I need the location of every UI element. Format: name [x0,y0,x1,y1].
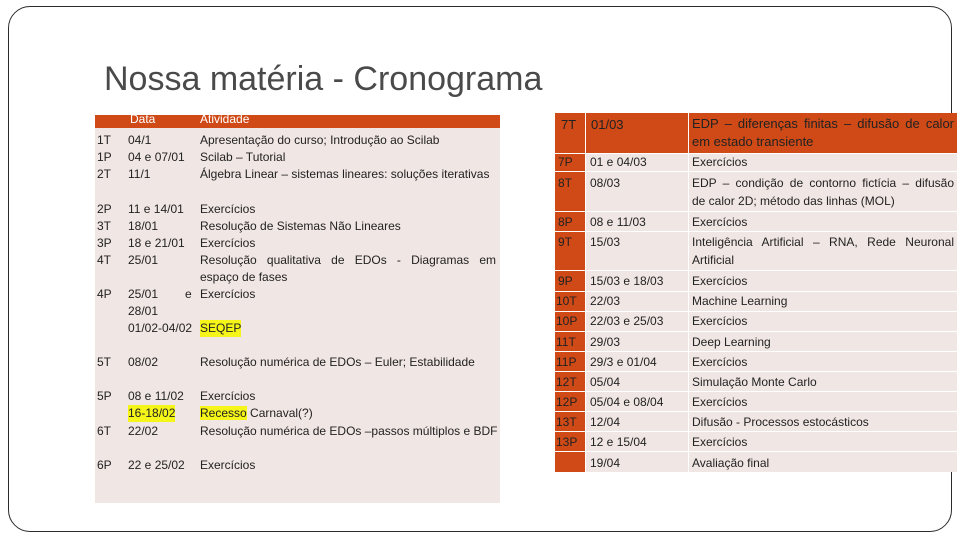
table-row: 6P 22 e 25/02 Exercícios [97,458,256,472]
seqep-highlight: SEQEP [200,321,242,335]
table-row: 8P [558,215,573,229]
table-row: 1T 04/1 Apresentação do curso; Introdução ao Scilab [97,133,440,147]
table-row: 7T [561,117,577,132]
table-row: 4T 25/01 Resolução qualitativa de EDOs - Diagramas em espaço de fases [97,253,496,284]
left-schedule-table [95,112,500,475]
table-row: 16-18/02 Recesso Carnaval(?) [128,406,313,420]
table-row: 5P 08 e 11/02 Exercícios [97,389,256,403]
page-title: Nossa matéria - Cronograma [104,60,543,98]
table-row: 3P 18 e 21/01 Exercícios [97,236,256,250]
table-row: 9P [558,274,573,288]
table-row: 6T 22/02 Resolução numérica de EDOs –passos múltiplos e BDF [97,424,498,438]
left-table-header [95,112,500,128]
table-row: 11P [556,355,577,369]
table-row: 3T 18/01 Resolução de Sistemas Não Lineares [97,219,401,233]
table-row: 8T [558,176,573,190]
table-row: 2P 11 e 14/01 Exercícios [97,202,256,216]
recesso-highlight: Recesso [200,406,247,420]
table-row: 7P [558,155,573,169]
table-row: 2T 11/1 Álgebra Linear – sistemas lineares: soluções iterativas [97,167,490,181]
table-row: 12T [556,375,577,389]
table-row: 4P 25/01 e 28/01 Exercícios [97,287,256,318]
header-activity: Atividade [200,112,250,126]
table-row: 13P [556,435,578,449]
table-row: 12P [556,395,578,409]
recesso-date-highlight: 16-18/02 [128,406,176,420]
table-row: 11T [556,335,576,349]
table-row: 13T [556,415,577,429]
table-row: 10T [556,294,577,308]
header-date: Data [130,112,156,126]
table-row: 1P 04 e 07/01 Scilab – Tutorial [97,150,286,164]
table-row: 10P [556,314,578,328]
table-row: 9T [558,235,573,249]
table-row: 01/02-04/02 SEQEP [128,321,242,335]
table-row: 5T 08/02 Resolução numérica de EDOs – Euler; Estabilidade [97,355,475,369]
